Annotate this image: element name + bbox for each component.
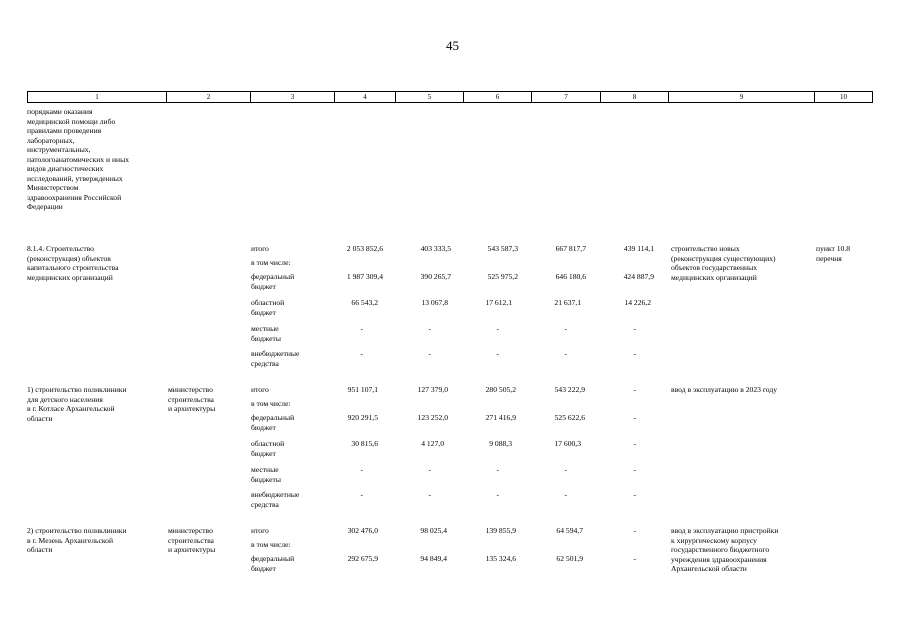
column-header-4: 4 — [335, 92, 396, 102]
cell-value: 21 637,1 — [554, 298, 581, 307]
row-label: в том числе: — [251, 540, 291, 549]
section-result: строительство новых (реконструкция существующих) объектов государственных медицинских организаций — [671, 244, 776, 282]
cell-value: - — [633, 465, 636, 474]
row-label: итого — [251, 526, 269, 535]
cell-value: - — [496, 349, 499, 358]
row-label: в том числе: — [251, 258, 291, 267]
cell-value: 4 127,0 — [421, 439, 444, 448]
cell-value: 302 476,0 — [347, 526, 378, 535]
cell-value: 667 817,7 — [555, 244, 586, 253]
column-header-3: 3 — [251, 92, 335, 102]
cell-value: 13 067,8 — [421, 298, 448, 307]
cell-value: - — [496, 465, 499, 474]
cell-value: 951 107,1 — [347, 385, 378, 394]
cell-value: - — [633, 526, 636, 535]
section-result: ввод в эксплуатацию пристройки к хирургическому корпусу государственного бюджетного учреждения здравоохранения Архангельской области — [671, 526, 779, 573]
row-label: внебюджетные средства — [251, 490, 300, 509]
row-label: итого — [251, 385, 269, 394]
cell-value: - — [496, 490, 499, 499]
cell-value: - — [428, 324, 431, 333]
row-label: в том числе: — [251, 399, 291, 408]
cell-value: - — [633, 490, 636, 499]
cell-value: - — [428, 490, 431, 499]
cell-value: 424 887,9 — [623, 272, 654, 281]
row-label: итого — [251, 244, 269, 253]
column-header-6: 6 — [464, 92, 532, 102]
cell-value: 390 265,7 — [420, 272, 451, 281]
cell-value: 135 324,6 — [485, 554, 516, 563]
cell-value: 94 849,4 — [420, 554, 447, 563]
cell-value: - — [428, 349, 431, 358]
row-label: федеральный бюджет — [251, 272, 295, 291]
row-label: областной бюджет — [251, 298, 285, 317]
cell-value: - — [633, 385, 636, 394]
cell-value: 920 291,5 — [347, 413, 378, 422]
table-header-row — [27, 91, 873, 103]
column-header-9: 9 — [669, 92, 815, 102]
column-header-7: 7 — [532, 92, 601, 102]
cell-value: 123 252,0 — [417, 413, 448, 422]
row-label: областной бюджет — [251, 439, 285, 458]
cell-value: 14 226,2 — [624, 298, 651, 307]
cell-value: 646 180,6 — [555, 272, 586, 281]
cell-value: - — [633, 554, 636, 563]
section-executor: министерство строительства и архитектуры — [168, 526, 216, 554]
cell-value: 62 501,9 — [556, 554, 583, 563]
cell-value: - — [564, 490, 567, 499]
cell-value: 127 379,0 — [417, 385, 448, 394]
cell-value: - — [360, 490, 363, 499]
section-name: 2) строительство поликлиники в г. Мезень Архангельской области — [27, 526, 127, 554]
cell-value: 66 543,2 — [351, 298, 378, 307]
cell-value: - — [360, 324, 363, 333]
cell-value: - — [633, 324, 636, 333]
cell-value: 2 053 852,6 — [346, 244, 383, 253]
cell-value: - — [564, 324, 567, 333]
cell-value: 98 025,4 — [420, 526, 447, 535]
section-name: 1) строительство поликлиники для детского населения в г. Котласе Архангельской области — [27, 385, 127, 423]
cell-value: 280 505,2 — [485, 385, 516, 394]
cell-value: - — [633, 413, 636, 422]
cell-value: 1 987 309,4 — [346, 272, 383, 281]
cell-value: 439 114,1 — [623, 244, 654, 253]
cell-value: 64 594,7 — [556, 526, 583, 535]
column-header-10: 10 — [840, 93, 847, 101]
column-header-5: 5 — [396, 92, 464, 102]
row-label: местные бюджеты — [251, 465, 281, 484]
cell-value: 271 416,9 — [485, 413, 516, 422]
section-executor: министерство строительства и архитектуры — [168, 385, 216, 413]
cell-value: 17 612,1 — [485, 298, 512, 307]
cell-value: 543 587,3 — [487, 244, 518, 253]
cell-value: 292 675,9 — [347, 554, 378, 563]
row-label: федеральный бюджет — [251, 554, 295, 573]
cell-value: - — [633, 349, 636, 358]
section-reference: пункт 10.8 перечня — [816, 244, 851, 263]
cell-value: 403 333,5 — [420, 244, 451, 253]
section-result: ввод в эксплуатацию в 2023 году — [671, 385, 778, 394]
intro-text: порядками оказания медицинской помощи либо правилами проведения лабораторных, инструментальных, патологоанатомических и иных видов диагностических исследований, утвержденных Министерством здравоохранения Российской Федерации — [27, 107, 129, 211]
column-header-1: 1 — [28, 92, 167, 102]
page-number: 45 — [446, 38, 459, 53]
cell-value: - — [360, 465, 363, 474]
row-label: местные бюджеты — [251, 324, 281, 343]
cell-value: - — [564, 349, 567, 358]
cell-value: - — [633, 439, 636, 448]
cell-value: 17 600,3 — [554, 439, 581, 448]
cell-value: 9 088,3 — [489, 439, 512, 448]
cell-value: 543 222,9 — [554, 385, 585, 394]
section-name: 8.1.4. Строительство (реконструкция) объектов капитального строительства медицинских организаций — [27, 244, 119, 282]
cell-value: - — [428, 465, 431, 474]
cell-value: 30 815,6 — [351, 439, 378, 448]
column-header-2: 2 — [167, 92, 251, 102]
row-label: внебюджетные средства — [251, 349, 300, 368]
cell-value: - — [496, 324, 499, 333]
row-label: федеральный бюджет — [251, 413, 295, 432]
cell-value: - — [360, 349, 363, 358]
cell-value: 525 622,6 — [554, 413, 585, 422]
column-header-8: 8 — [601, 92, 669, 102]
cell-value: 139 855,9 — [485, 526, 516, 535]
cell-value: 525 975,2 — [487, 272, 518, 281]
cell-value: - — [564, 465, 567, 474]
